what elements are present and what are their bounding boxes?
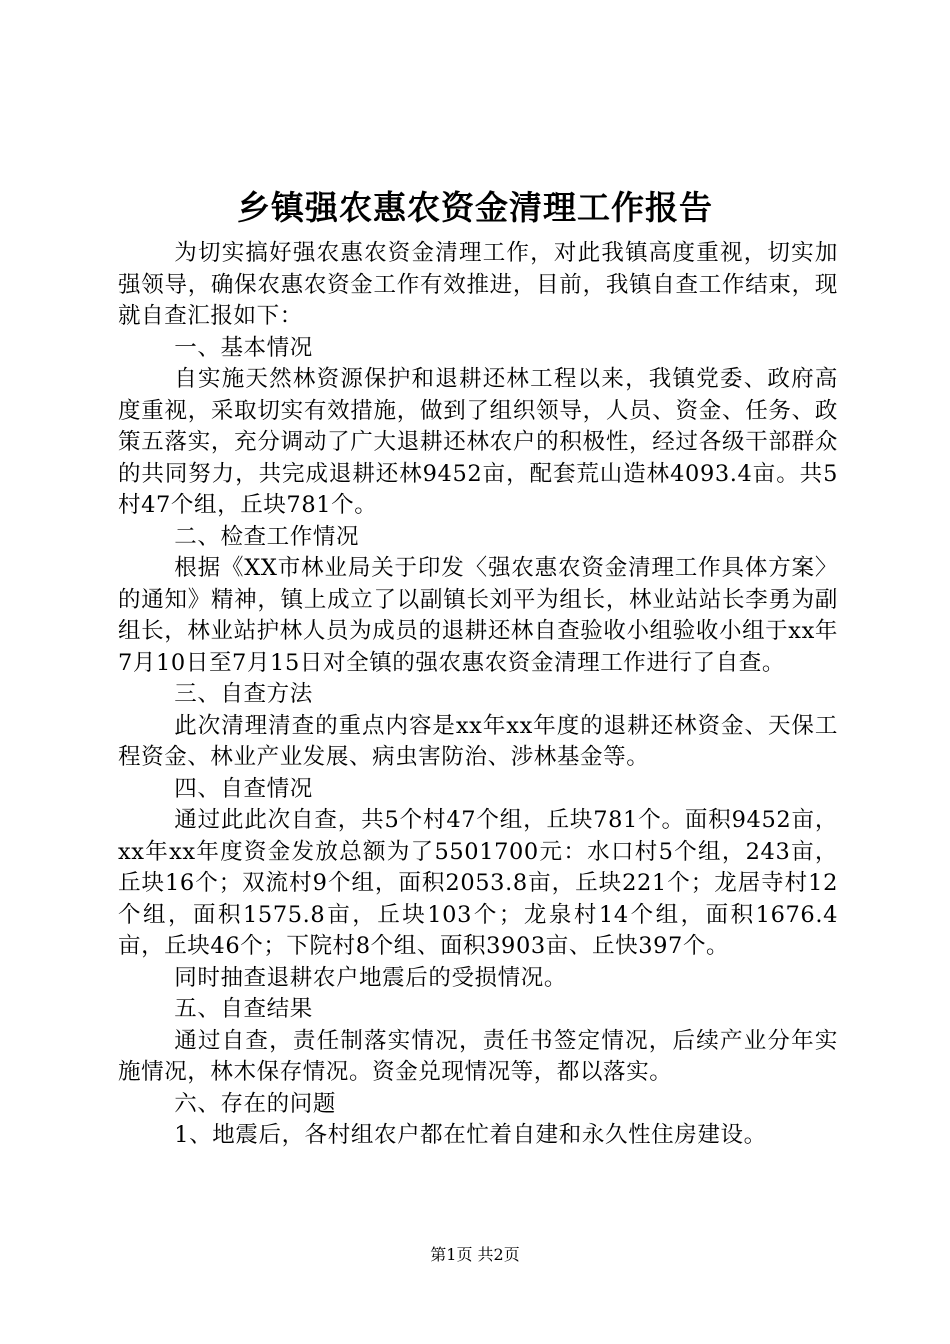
section-heading-status: 四、自查情况: [174, 775, 313, 802]
section-heading-inspection: 二、检查工作情况: [174, 523, 360, 550]
paragraph-intro: 为切实搞好强农惠农资金清理工作，对此我镇高度重视，切实加强领导，确保农惠农资金工作有效推进，目前，我镇自查工作结束，现就自查汇报如下：: [118, 240, 838, 329]
paragraph-status: 通过此此次自查，共5个村47个组，丘块781个。面积9452亩，xx年xx年度资金发放总额为了5501700元：水口村5个组，243亩，丘块16个；双流村9个组，面积2053.8亩，丘块221个；龙居寺村12个组，面积1575.8亩，丘块103个；龙泉村14个组，面积1676.4亩，丘块46个；下院村8个组、面积3903亩、丘快397个。: [118, 807, 838, 959]
section-heading-basic: 一、基本情况: [174, 334, 313, 361]
paragraph-status-extra: 同时抽查退耕农户地震后的受损情况。: [174, 964, 567, 991]
section-heading-problems: 六、存在的问题: [174, 1090, 336, 1117]
paragraph-method: 此次清理清查的重点内容是xx年xx年度的退耕还林资金、天保工程资金、林业产业发展、病虫害防治、涉林基金等。: [118, 712, 838, 770]
section-heading-result: 五、自查结果: [174, 996, 313, 1022]
document-body: [118, 238, 838, 1152]
paragraph-problem-1: 1、地震后，各村组农户都在忙着自建和永久性住房建设。: [174, 1122, 767, 1148]
paragraph-result: 通过自查，责任制落实情况，责任书签定情况，后续产业分年实施情况，林木保存情况。资金兑现情况等，都以落实。: [118, 1027, 838, 1085]
document-title: 乡镇强农惠农资金清理工作报告: [237, 188, 713, 227]
paragraph-basic: 自实施天然林资源保护和退耕还林工程以来，我镇党委、政府高度重视，采取切实有效措施，做到了组织领导，人员、资金、任务、政策五落实，充分调动了广大退耕还林农户的积极性，经过各级干部群众的共同努力，共完成退耕还林9452亩，配套荒山造林4093.4亩。共5村47个组，丘块781个。: [118, 366, 838, 518]
section-heading-method: 三、自查方法: [174, 681, 313, 707]
paragraph-inspection: 根据《XX市林业局关于印发〈强农惠农资金清理工作具体方案〉的通知》精神，镇上成立了以副镇长刘平为组长，林业站站长李勇为副组长，林业站护林人员为成员的退耕还林自查验收小组验收小组于xx年7月10日至7月15日对全镇的强农惠农资金清理工作进行了自查。: [118, 555, 838, 676]
page-number: 第1页 共2页: [430, 1245, 520, 1264]
